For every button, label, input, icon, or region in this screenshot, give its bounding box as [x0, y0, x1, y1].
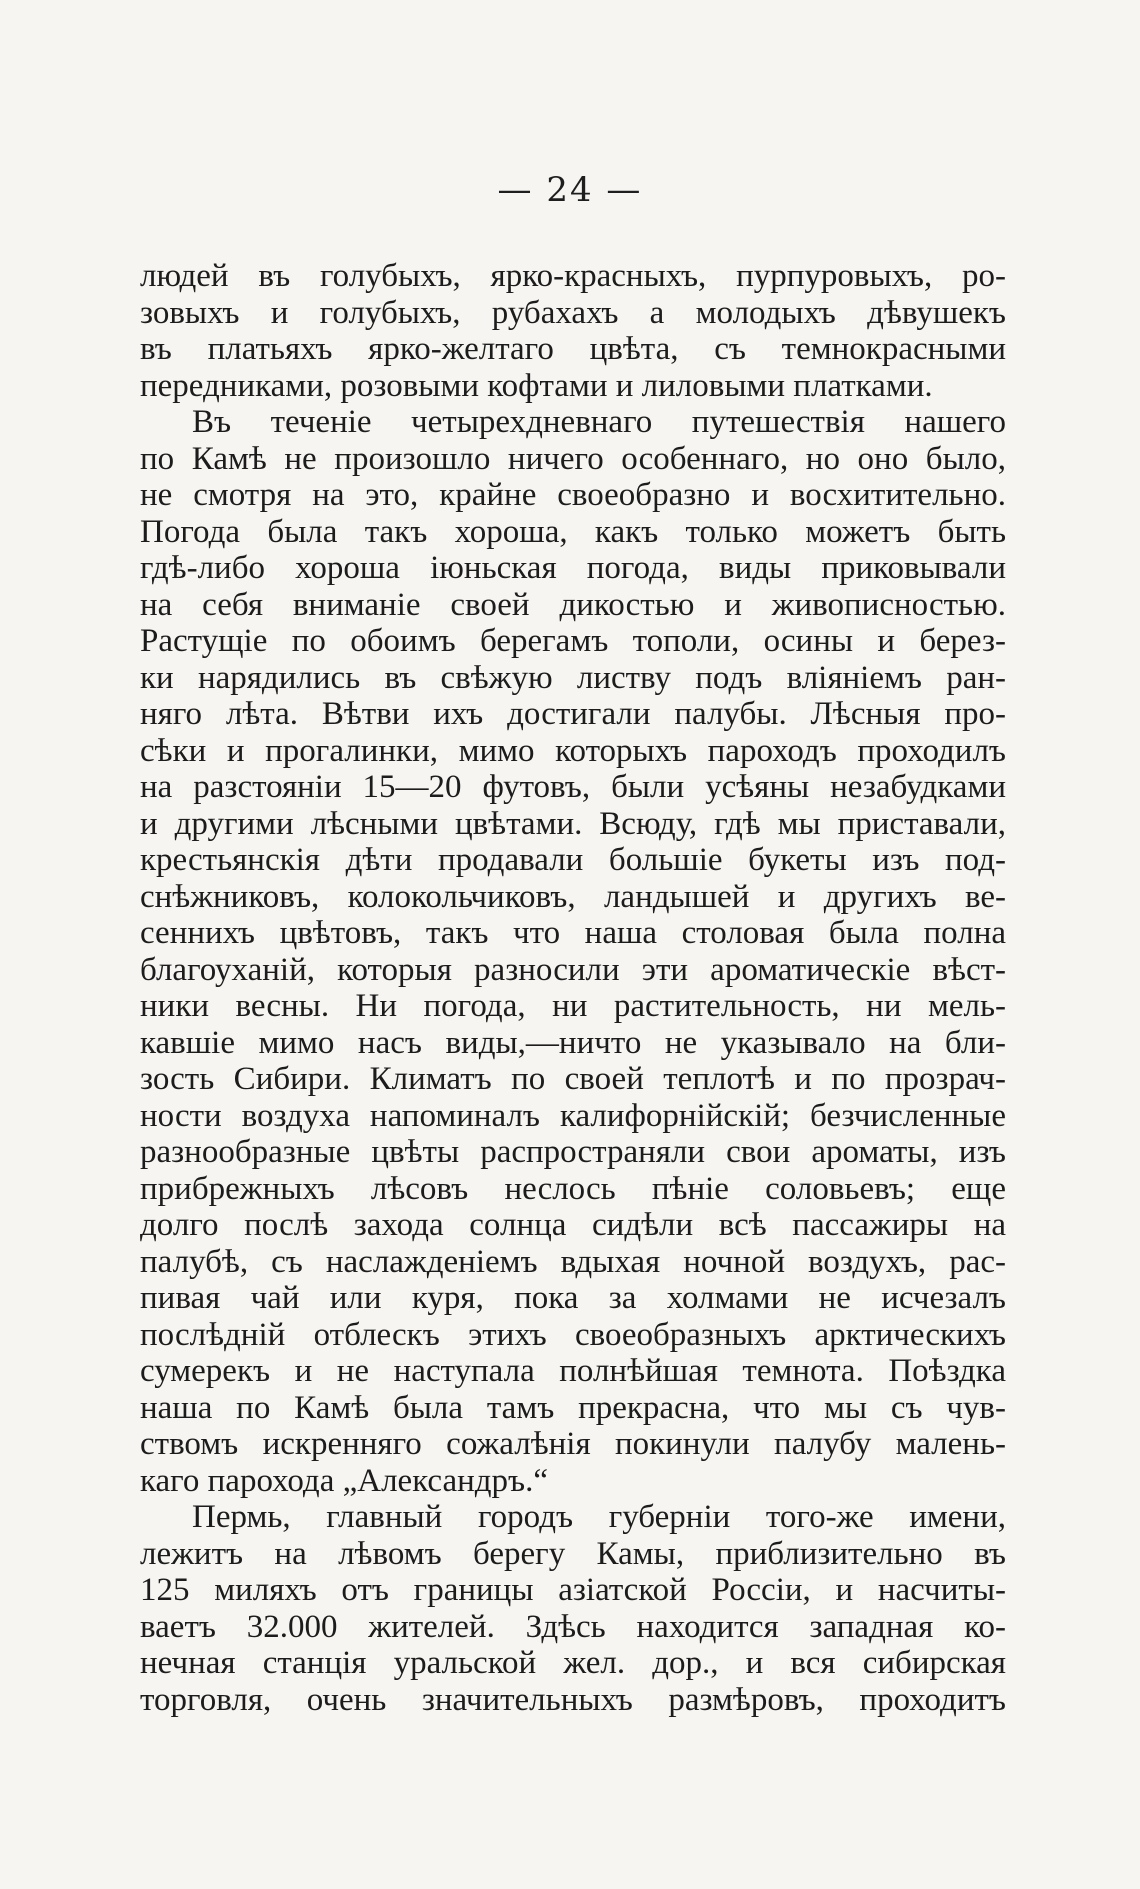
text-line: наша по Камѣ была тамъ прекрасна, что мы съ чув-: [140, 1389, 1006, 1426]
text-line: нечная станція уральской жел. дор., и вся сибирская: [140, 1645, 1006, 1681]
text-line: не смотря на это, крайне своеобразно и восхитительно.: [140, 477, 1006, 513]
text-line: 125 миляхъ отъ границы азіатской Россіи, и насчиты-: [140, 1572, 1006, 1608]
text-line: кавшіе мимо насъ виды,—ничто не указывало на бли-: [140, 1024, 1006, 1061]
text-line: ствомъ искренняго сожалѣнія покинули палубу малень-: [140, 1426, 1006, 1462]
text-line: прибрежныхъ лѣсовъ неслось пѣніе соловьевъ; еще: [140, 1170, 1006, 1207]
text-line: пивая чай или куря, пока за холмами не исчезалъ: [140, 1280, 1006, 1316]
text-line: гдѣ-либо хороша іюньская погода, виды приковывали: [140, 550, 1006, 586]
text-line: по Камѣ не произошло ничего особеннаго, но оно было,: [140, 440, 1006, 477]
text-line: ности воздуха напоминалъ калифорнійскій; безчисленные: [140, 1097, 1006, 1134]
body-text: [140, 258, 1006, 1718]
text-line: долго послѣ захода солнца сидѣли всѣ пассажиры на: [140, 1207, 1006, 1243]
text-line: въ платьяхъ ярко-желтаго цвѣта, съ темнокрасными: [140, 331, 1006, 367]
text-line: Растущіе по обоимъ берегамъ тополи, осины и берез-: [140, 623, 1006, 659]
text-line: Погода была такъ хороша, какъ только можетъ быть: [140, 513, 1006, 550]
text-line: сѣки и прогалинки, мимо которыхъ пароходъ проходилъ: [140, 732, 1006, 769]
text-line: и другими лѣсными цвѣтами. Всюду, гдѣ мы приставали,: [140, 805, 1006, 842]
page-number: — 24 —: [497, 170, 643, 210]
text-line: ки нарядились въ свѣжую листву подъ вліяніемъ ран-: [140, 659, 1006, 696]
text-line: людей въ голубыхъ, ярко-красныхъ, пурпуровыхъ, ро-: [140, 258, 1006, 294]
text-line: передниками, розовыми кофтами и лиловыми платками.: [140, 367, 933, 404]
text-line: торговля, очень значительныхъ размѣровъ, проходитъ: [140, 1681, 1006, 1718]
text-line: Въ теченіе четырехдневнаго путешествія нашего: [192, 404, 1006, 440]
text-line: на себя вниманіе своей дикостью и живописностью.: [140, 586, 1006, 623]
text-line: палубѣ, съ наслажденіемъ вдыхая ночной воздухъ, рас-: [140, 1243, 1006, 1280]
text-line: снѣжниковъ, колокольчиковъ, ландышей и другихъ ве-: [140, 878, 1006, 915]
text-line: на разстояніи 15—20 футовъ, были усѣяны незабудками: [140, 769, 1006, 805]
text-line: сеннихъ цвѣтовъ, такъ что наша столовая была полна: [140, 915, 1006, 951]
text-line: благоуханій, которыя разносили эти ароматическіе вѣст-: [140, 951, 1006, 988]
text-line: няго лѣта. Вѣтви ихъ достигали палубы. Лѣсныя про-: [140, 696, 1006, 732]
text-line: лежитъ на лѣвомъ берегу Камы, приблизительно въ: [140, 1535, 1006, 1572]
text-line: зовыхъ и голубыхъ, рубахахъ а молодыхъ дѣвушекъ: [140, 294, 1006, 331]
text-line: каго парохода „Александръ.“: [140, 1462, 549, 1499]
text-line: крестьянскія дѣти продавали большіе букеты изъ под-: [140, 842, 1006, 878]
text-line: зость Сибири. Климатъ по своей теплотѣ и по прозрач-: [140, 1061, 1006, 1097]
text-line: ваетъ 32.000 жителей. Здѣсь находится западная ко-: [140, 1608, 1006, 1645]
text-line: ники весны. Ни погода, ни растительность, ни мель-: [140, 988, 1006, 1024]
text-line: разнообразные цвѣты распространяли свои ароматы, изъ: [140, 1134, 1006, 1170]
text-line: сумерекъ и не наступала полнѣйшая темнота. Поѣздка: [140, 1353, 1006, 1389]
text-line: послѣдній отблескъ этихъ своеобразныхъ арктическихъ: [140, 1316, 1006, 1353]
text-line: Пермь, главный городъ губерніи того-же имени,: [192, 1499, 1006, 1535]
